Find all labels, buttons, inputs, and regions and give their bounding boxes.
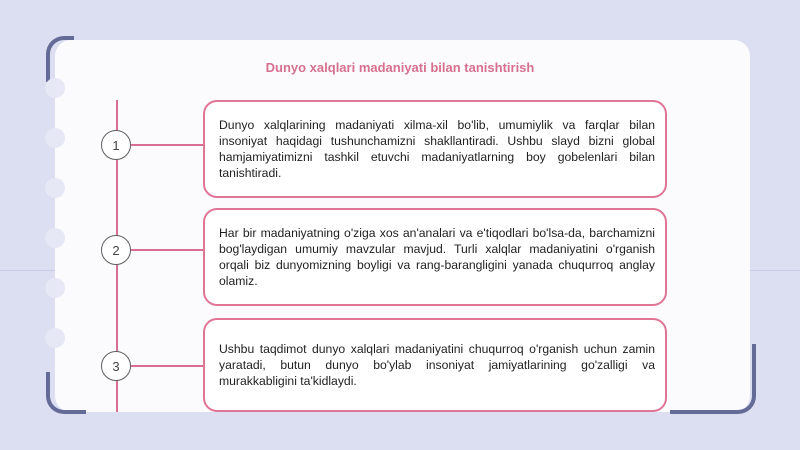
slide-title: Dunyo xalqlari madaniyati bilan tanishtirish xyxy=(265,60,535,75)
step-text-3: Ushbu taqdimot dunyo xalqlari madaniyatini chuqurroq o'rganish uchun zamin yaratadi, butun dunyo bo'ylab insoniyat jamiyatlarining go'zalligi va murakkabligini ta'kidlaydi. xyxy=(219,342,655,388)
timeline-connector xyxy=(131,249,203,251)
paper-notch xyxy=(45,178,65,198)
step-card-3 xyxy=(203,318,667,412)
frame-corner-bottom-left xyxy=(46,372,86,414)
timeline-connector xyxy=(131,365,203,367)
paper-notch xyxy=(45,78,65,98)
timeline-connector xyxy=(131,144,203,146)
step-card-2 xyxy=(203,208,667,306)
paper-notch xyxy=(45,228,65,248)
step-marker-3: 3 xyxy=(101,351,131,381)
paper-notch xyxy=(45,328,65,348)
paper-notch xyxy=(45,278,65,298)
step-marker-2: 2 xyxy=(101,235,131,265)
frame-corner-bottom-right xyxy=(670,344,756,414)
step-text-1: Dunyo xalqlarining madaniyati xilma-xil bo'lib, umumiylik va farqlar bilan insoniyat haqidagi tushunchamizni shakllantiradi. Ushbu slayd bizni global hamjamiyatimizni tashkil etuvchi madaniyatlarning boy gobelenlari bilan tanishtiradi. xyxy=(219,118,655,180)
step-card-1 xyxy=(203,100,667,198)
paper-notch xyxy=(45,128,65,148)
frame-corner-top-left xyxy=(46,36,74,82)
step-text-2: Har bir madaniyatning o'ziga xos an'analari va e'tiqodlari bo'lsa-da, barchamizni bog'laydigan umumiy mavzular mavjud. Turli xalqlar madaniyatini o'rganish orqali biz dunyomizning boyligi va rang-barangligini yanada chuqurroq anglay olamiz. xyxy=(219,226,655,288)
step-marker-1: 1 xyxy=(101,130,131,160)
